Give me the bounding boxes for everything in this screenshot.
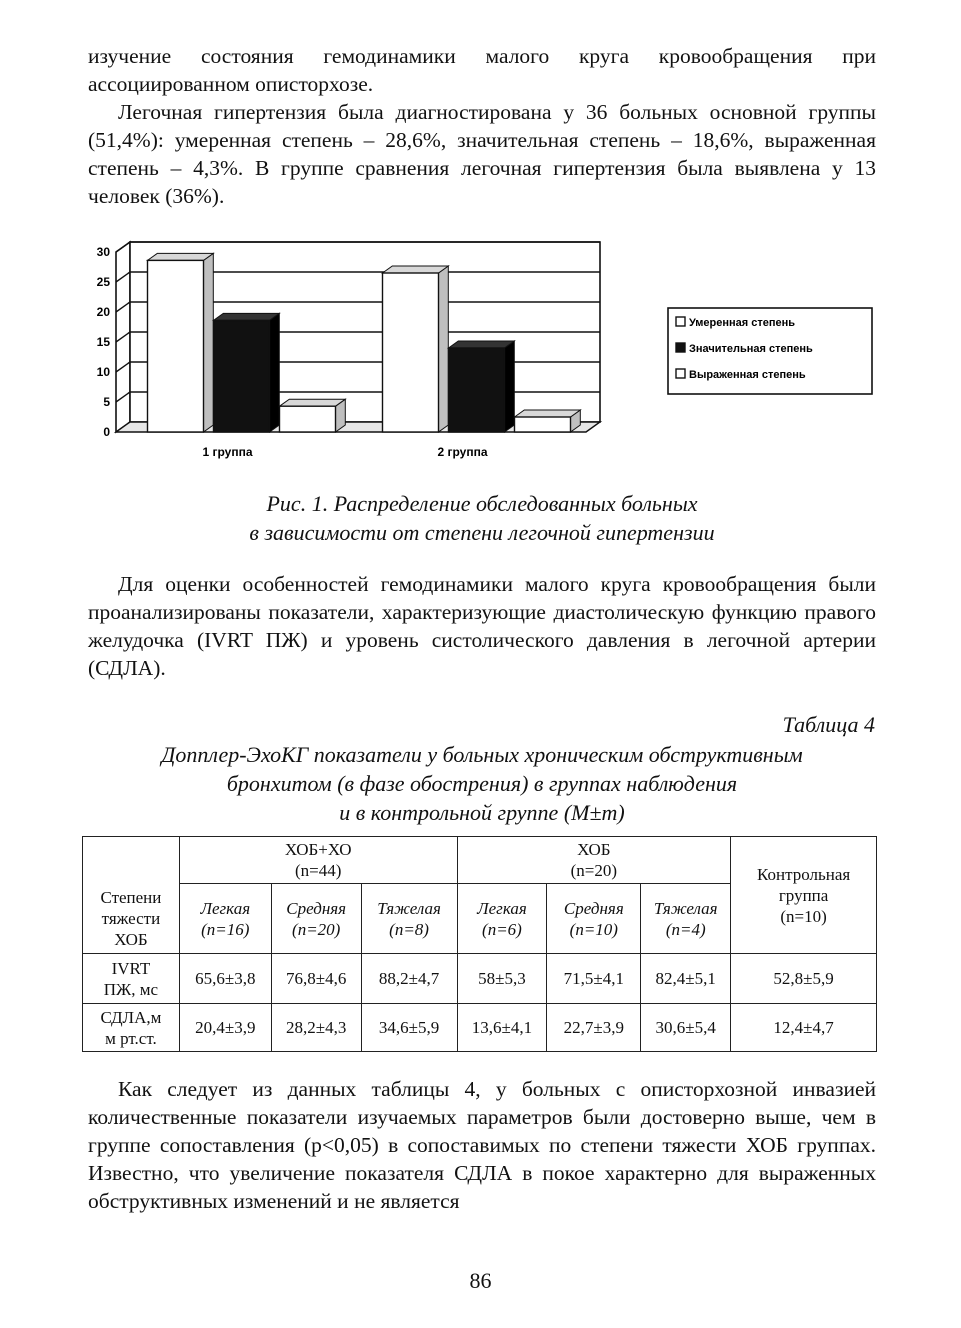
chart-y-ticks bbox=[97, 245, 111, 439]
table-cell: 30,6±5,4 bbox=[641, 1004, 731, 1052]
bar-1-1 bbox=[148, 253, 214, 432]
y-tick-label: 15 bbox=[96, 335, 110, 349]
table-cell: 71,5±4,1 bbox=[547, 954, 641, 1004]
y-tick-label: 25 bbox=[96, 275, 110, 289]
table-cell: 20,4±3,9 bbox=[179, 1004, 271, 1052]
table-cell: 28,2±4,3 bbox=[271, 1004, 361, 1052]
bar-front bbox=[515, 417, 571, 432]
bar-top bbox=[280, 399, 346, 406]
x-tick-label: 2 группа bbox=[437, 445, 488, 459]
legend-swatch bbox=[676, 343, 685, 352]
bar-side bbox=[439, 266, 449, 432]
subheader-cell: Средняя (n=10) bbox=[547, 884, 641, 954]
paragraph-methods bbox=[88, 570, 876, 682]
table-row-sdla bbox=[83, 1004, 877, 1052]
table-title-line-3: и в контрольной группе (M±m) bbox=[339, 800, 625, 825]
legend-swatch bbox=[676, 317, 685, 326]
bar-front bbox=[148, 260, 204, 432]
bar-front bbox=[449, 348, 505, 432]
subheader-cell: Тяжелая (n=4) bbox=[641, 884, 731, 954]
bar-front bbox=[383, 273, 439, 432]
paragraph-methods-text: Для оценки особенностей гемодинамики малого круга кровообращения были проанализированы показатели, характеризующие диастолическую функцию правого желудочка (IVRT ПЖ) и уровень систолического давления в легочной артерии (СДЛА). bbox=[88, 572, 876, 680]
figure-caption bbox=[88, 489, 876, 547]
legend-swatch bbox=[676, 369, 685, 378]
group-header-hob-ho: ХОБ+ХО (n=44) bbox=[179, 837, 457, 884]
paragraph-hypertension-text: Легочная гипертензия была диагностирована у 36 больных основной группы (51,4%): умеренная степень – 28,6%, значительная степень – 18,6%, выраженная степень – 4,3%. В группе сравнения легочная гипертензия была выявлена у 13 человек (36%). bbox=[88, 100, 876, 208]
row-label: IVRT ПЖ, мс bbox=[83, 954, 180, 1004]
table-cell: 65,6±3,8 bbox=[179, 954, 271, 1004]
table-header-row-1 bbox=[83, 837, 877, 884]
subheader-cell: Тяжелая (n=8) bbox=[361, 884, 457, 954]
bar-front bbox=[280, 406, 336, 432]
bar-top bbox=[449, 341, 515, 348]
row-label: СДЛА,м м рт.ст. bbox=[83, 1004, 180, 1052]
table-row-ivrt bbox=[83, 954, 877, 1004]
table-cell: 76,8±4,6 bbox=[271, 954, 361, 1004]
chart-legend bbox=[668, 308, 872, 394]
y-tick-label: 5 bbox=[103, 395, 110, 409]
table-title-line-1: Допплер-ЭхоКГ показатели у больных хроническим обструктивным bbox=[161, 742, 803, 767]
bar-1-2 bbox=[214, 313, 280, 432]
subheader-cell: Средняя (n=20) bbox=[271, 884, 361, 954]
y-tick-label: 20 bbox=[96, 305, 110, 319]
table-cell: 12,4±4,7 bbox=[731, 1004, 877, 1052]
bar-top bbox=[148, 253, 214, 260]
table-cell: 52,8±5,9 bbox=[731, 954, 877, 1004]
table-title-line-2: бронхитом (в фазе обострения) в группах наблюдения bbox=[226, 771, 738, 796]
group-header-control: Контрольная группа (n=10) bbox=[731, 837, 877, 954]
figure-caption-line-1: Рис. 1. Распределение обследованных больных bbox=[266, 491, 698, 516]
bar-2-2 bbox=[449, 341, 515, 432]
table-cell: 22,7±3,9 bbox=[547, 1004, 641, 1052]
bar-1-3 bbox=[280, 399, 346, 432]
table-cell: 13,6±4,1 bbox=[457, 1004, 547, 1052]
table-cell: 34,6±5,9 bbox=[361, 1004, 457, 1052]
y-tick-label: 30 bbox=[96, 245, 110, 259]
bar-chart bbox=[80, 232, 880, 472]
paragraph-discussion bbox=[88, 1075, 876, 1215]
bar-side bbox=[204, 253, 214, 432]
bar-top bbox=[383, 266, 449, 273]
y-tick-label: 0 bbox=[103, 425, 110, 439]
subheader-cell: Легкая (n=16) bbox=[179, 884, 271, 954]
figure-caption-line-2: в зависимости от степени легочной гипертензии bbox=[249, 520, 715, 545]
bar-2-3 bbox=[515, 410, 581, 432]
table-cell: 88,2±4,7 bbox=[361, 954, 457, 1004]
row-header-severity: Степени тяжести ХОБ bbox=[83, 884, 180, 954]
table-label: Таблица 4 bbox=[782, 712, 875, 737]
table-title bbox=[88, 740, 876, 827]
legend-label: Умеренная степень bbox=[689, 317, 796, 329]
bar-side bbox=[270, 313, 280, 432]
bar-side bbox=[505, 341, 515, 432]
legend-label: Выраженная степень bbox=[689, 369, 806, 381]
paragraph-continued: изучение состояния гемодинамики малого круга кровообращения при ассоциированном описторхозе. bbox=[88, 44, 876, 96]
subheader-cell: Легкая (n=6) bbox=[457, 884, 547, 954]
bar-front bbox=[214, 320, 270, 432]
paragraph-discussion-text: Как следует из данных таблицы 4, у больных с описторхозной инвазией количественные показатели изучаемых параметров были достоверно выше, чем в группе сопоставления (p<0,05) в сопоставимых по степени тяжести ХОБ группах. Известно, что увеличение показателя СДЛА в покое характерно для выраженных обструктивных изменений и не является bbox=[88, 1077, 876, 1213]
bar-top bbox=[515, 410, 581, 417]
x-tick-label: 1 группа bbox=[202, 445, 253, 459]
doppler-table bbox=[82, 836, 877, 1052]
paragraph-hypertension bbox=[88, 98, 876, 210]
table-cell: 58±5,3 bbox=[457, 954, 547, 1004]
group-header-hob: ХОБ (n=20) bbox=[457, 837, 731, 884]
table-corner-cell bbox=[83, 837, 180, 884]
bar-top bbox=[214, 313, 280, 320]
page-number: 86 bbox=[469, 1268, 492, 1293]
bar-2-1 bbox=[383, 266, 449, 432]
legend-label: Значительная степень bbox=[689, 343, 813, 355]
chart-x-ticks bbox=[202, 445, 487, 459]
table-cell: 82,4±5,1 bbox=[641, 954, 731, 1004]
y-tick-label: 10 bbox=[96, 365, 110, 379]
